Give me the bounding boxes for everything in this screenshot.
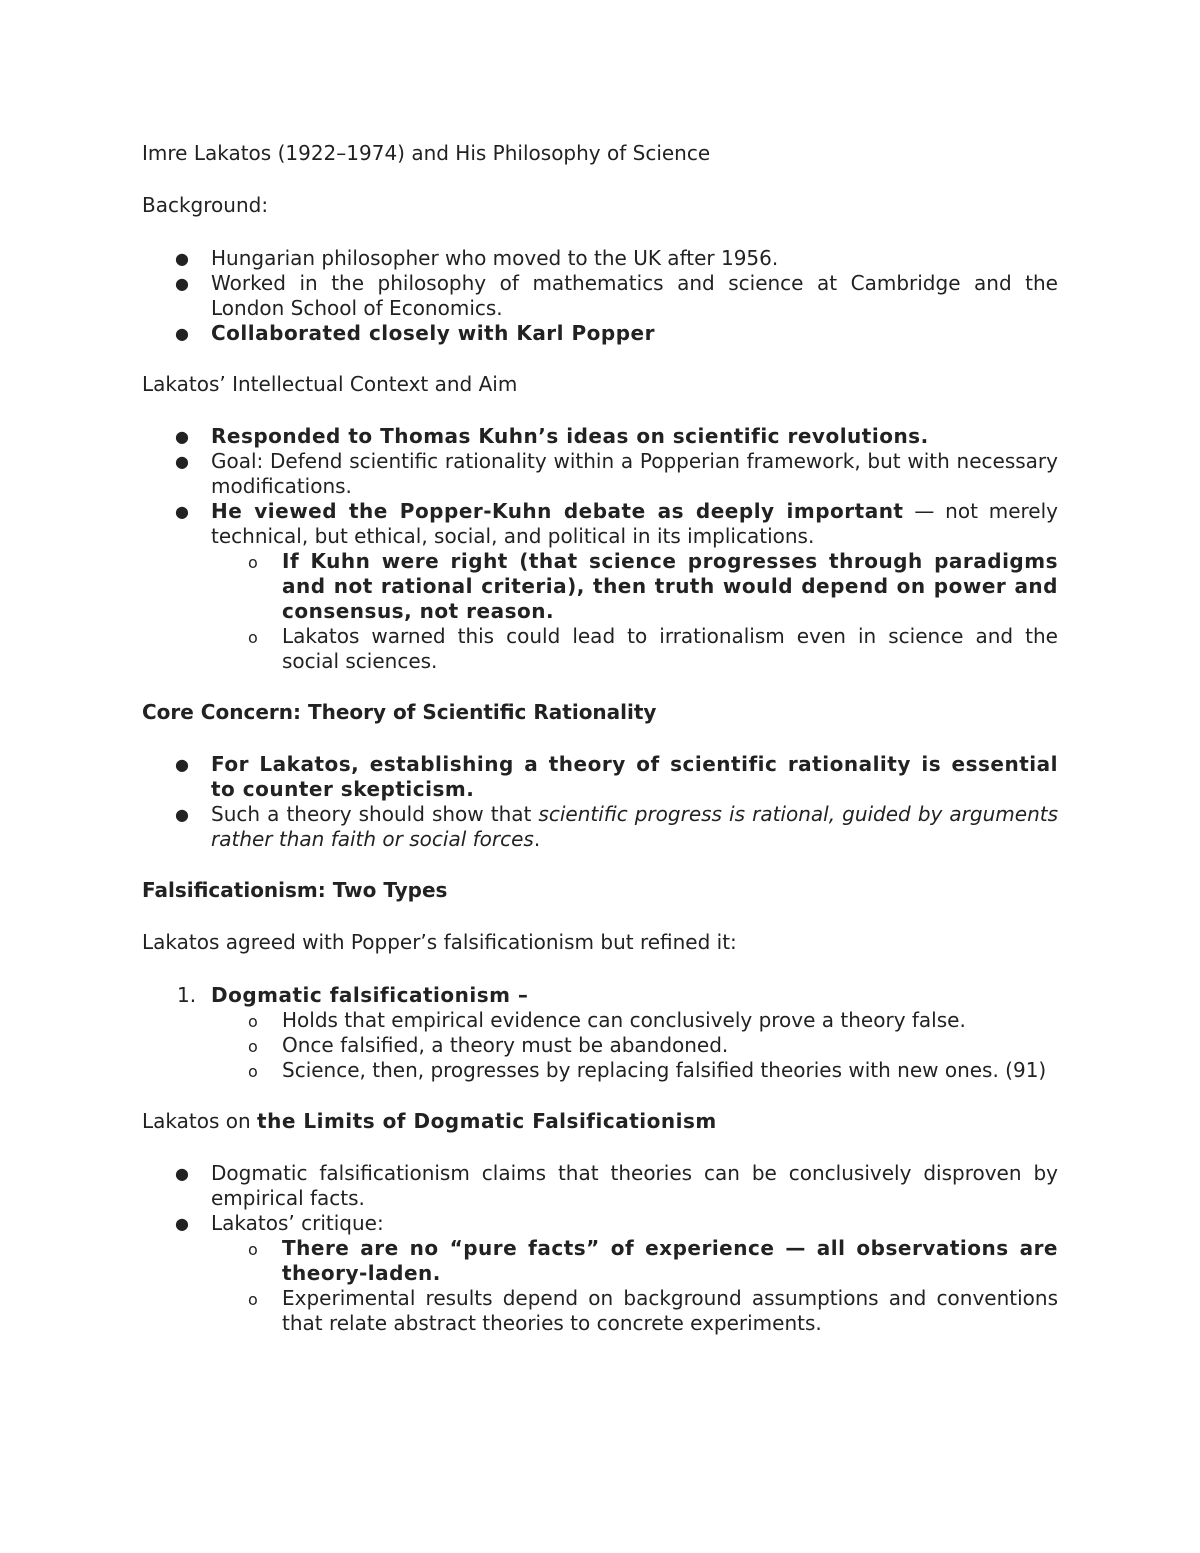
limits-list bbox=[142, 1161, 1058, 1336]
list-item: ● For Lakatos, establishing a theory of scientific rationality is essential to counter skepticism. bbox=[175, 752, 1058, 801]
bullet-icon: ● bbox=[175, 755, 189, 774]
bullet-icon: ● bbox=[175, 805, 189, 824]
document-page bbox=[142, 141, 1058, 1362]
limits-heading: Lakatos on the Limits of Dogmatic Falsificationism bbox=[142, 1109, 717, 1133]
bullet-icon: ● bbox=[175, 324, 189, 343]
circle-bullet-icon: o bbox=[248, 1290, 258, 1309]
bullet-icon: ● bbox=[175, 249, 189, 268]
bullet-icon: ● bbox=[175, 452, 189, 471]
numbered-item: 1. Dogmatic falsificationism – o Holds that empirical evidence can conclusively prove a theory false. o Once falsified, a theory must be abandoned. o Science, then, progresses by replacing falsified theories with new ones. (91) bbox=[142, 983, 1058, 1083]
list-item: ● Hungarian philosopher who moved to the UK after 1956. bbox=[175, 246, 779, 270]
falsification-heading: Falsificationism: Two Types bbox=[142, 878, 448, 902]
context-sublist bbox=[211, 549, 1058, 674]
circle-bullet-icon: o bbox=[248, 1012, 258, 1031]
sub-list-item: o Lakatos warned this could lead to irrationalism even in science and the social sciences. bbox=[248, 624, 1058, 673]
list-item: ● Responded to Thomas Kuhn’s ideas on scientific revolutions. bbox=[175, 424, 929, 448]
sub-list-item: o Once falsified, a theory must be abandoned. bbox=[248, 1033, 729, 1057]
background-label: Background: bbox=[142, 193, 269, 217]
item-number: 1. bbox=[177, 983, 197, 1007]
falsification-intro: Lakatos agreed with Popper’s falsificationism but refined it: bbox=[142, 930, 737, 954]
bullet-icon: ● bbox=[175, 427, 189, 446]
sub-list-item: o There are no “pure facts” of experience — all observations are theory-laden. bbox=[248, 1236, 1058, 1285]
background-list bbox=[142, 246, 1058, 346]
sub-list-item: o Holds that empirical evidence can conclusively prove a theory false. bbox=[248, 1008, 966, 1032]
list-item: ● Goal: Defend scientific rationality within a Popperian framework, but with necessary modifications. bbox=[175, 449, 1058, 498]
list-item: ● Lakatos’ critique: o There are no “pure facts” of experience — all observations are theory-laden. o Experimental results depend on background assumptions and conventions that relate abstract theories to concrete experiments. bbox=[175, 1211, 1058, 1335]
bullet-icon: ● bbox=[175, 1214, 189, 1233]
circle-bullet-icon: o bbox=[248, 1240, 258, 1259]
core-list bbox=[142, 752, 1058, 852]
sub-list-item: o Experimental results depend on background assumptions and conventions that relate abstract theories to concrete experiments. bbox=[248, 1286, 1058, 1335]
bullet-icon: ● bbox=[175, 502, 189, 521]
circle-bullet-icon: o bbox=[248, 1037, 258, 1056]
bullet-icon: ● bbox=[175, 1164, 189, 1183]
context-heading: Lakatos’ Intellectual Context and Aim bbox=[142, 372, 518, 396]
core-heading: Core Concern: Theory of Scientific Rationality bbox=[142, 700, 657, 724]
circle-bullet-icon: o bbox=[248, 553, 258, 572]
sub-list-item: o If Kuhn were right (that science progresses through paradigms and not rational criteria), then truth would depend on power and consensus, not reason. bbox=[248, 549, 1058, 623]
list-item: ● Dogmatic falsificationism claims that theories can be conclusively disproven by empirical facts. bbox=[175, 1161, 1058, 1210]
list-item: ● Such a theory should show that scientific progress is rational, guided by arguments rather than faith or social forces. bbox=[175, 802, 1059, 851]
circle-bullet-icon: o bbox=[248, 628, 258, 647]
bullet-icon: ● bbox=[175, 274, 189, 293]
falsification-sublist bbox=[211, 1008, 1058, 1083]
falsification-list bbox=[142, 983, 1058, 1083]
list-item: ● He viewed the Popper-Kuhn debate as deeply important — not merely technical, but ethical, social, and political in its implications. o If Kuhn were right (that science progresses through paradigms and not rational criteria), then truth would depend on power and consensus, not reason. o Lakatos warned this could lead to irrationalism even in science and the social sciences. bbox=[175, 499, 1059, 673]
context-list bbox=[142, 424, 1058, 674]
list-item: ● Collaborated closely with Karl Popper bbox=[175, 321, 655, 345]
document-title: Imre Lakatos (1922–1974) and His Philosophy of Science bbox=[142, 141, 711, 165]
circle-bullet-icon: o bbox=[248, 1062, 258, 1081]
limits-sublist bbox=[211, 1236, 1058, 1336]
sub-list-item: o Science, then, progresses by replacing falsified theories with new ones. (91) bbox=[248, 1058, 1047, 1082]
list-item: ● Worked in the philosophy of mathematics and science at Cambridge and the London School of Economics. bbox=[175, 271, 1058, 320]
